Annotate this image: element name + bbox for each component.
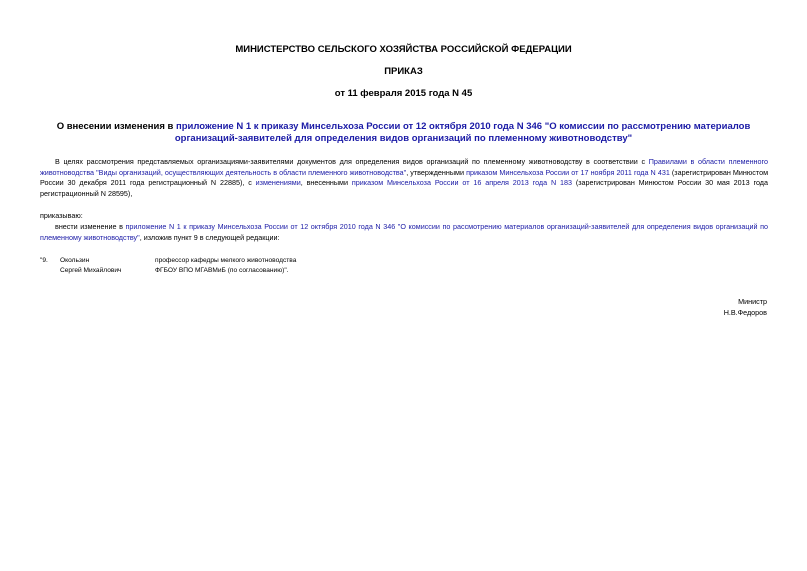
preamble-text-1: В целях рассмотрения представляемых организациями-заявителями документов для определения видов организаций по племенному животноводству в соответствии с	[55, 157, 649, 166]
link-amendments[interactable]: изменениями	[255, 178, 301, 187]
order-text-1: внести изменение в	[55, 222, 126, 231]
document-title	[40, 121, 767, 145]
link-order-183[interactable]: приказом Минсельхоза России от 16 апреля 2013 года N 183	[351, 178, 573, 187]
member-item-number: "9.	[40, 257, 48, 264]
order-text-2: , изложив пункт 9 в следующей редакции:	[139, 232, 280, 242]
signatory-name: Н.В.Федоров	[723, 307, 767, 317]
member-given-names: Сергей Михайлович	[60, 267, 122, 274]
commission-member-table	[40, 256, 296, 276]
empty-cell	[40, 266, 60, 276]
ministry-heading: МИНИСТЕРСТВО СЕЛЬСКОГО ХОЗЯЙСТВА РОССИЙСКОЙ ФЕДЕРАЦИИ	[235, 44, 572, 55]
order-word: приказываю:	[40, 211, 83, 220]
preamble-text-2: , утвержденными	[406, 167, 467, 177]
preamble-text-4: , внесенными	[300, 178, 352, 187]
preamble-paragraph	[40, 157, 768, 199]
signature-block	[724, 297, 767, 318]
preamble-text-3: (зарегистрирован Минюстом России 30 декабря 2011 года регистрационный N 22885), с	[40, 167, 769, 187]
document-type-heading: ПРИКАЗ	[384, 66, 423, 77]
preamble-text-5: (зарегистрирован Минюстом России 30 мая 2013 года регистрационный N 28595),	[40, 178, 769, 198]
member-surname: Окользин	[60, 257, 90, 264]
link-order-431[interactable]: приказом Минсельхоза России от 17 ноября 2011 года N 431	[466, 167, 670, 177]
link-appendix-order-346[interactable]: приложение N 1 к приказу Минсельхоза России от 12 октября 2010 года N 346 "О комиссии по рассмотрению материалов организаций-заявителей для определения видов организаций по племенному животноводству"	[40, 222, 768, 242]
signatory-position: Министр	[738, 297, 767, 306]
member-position-line1: профессор кафедры мелкого животноводства	[155, 257, 297, 264]
member-position-line2: ФГБОУ ВПО МГАВМиБ (по согласованию)".	[155, 267, 289, 274]
title-link-appendix[interactable]: приложение N 1 к приказу Минсельхоза России от 12 октября 2010 года N 346 "О комиссии по рассмотрению материалов организаций-заявителей для определения видов организаций по племенному животноводству"	[174, 121, 751, 144]
title-prefix: О внесении изменения в	[56, 121, 176, 132]
link-breeding-rules[interactable]: Правилами в области племенного животноводства "Виды организаций, осуществляющих деятельность в области племенного животноводства"	[40, 157, 768, 177]
date-number-heading: от 11 февраля 2015 года N 45	[334, 88, 473, 99]
table-row	[40, 266, 296, 276]
order-paragraph	[40, 222, 768, 243]
table-row	[40, 256, 296, 266]
